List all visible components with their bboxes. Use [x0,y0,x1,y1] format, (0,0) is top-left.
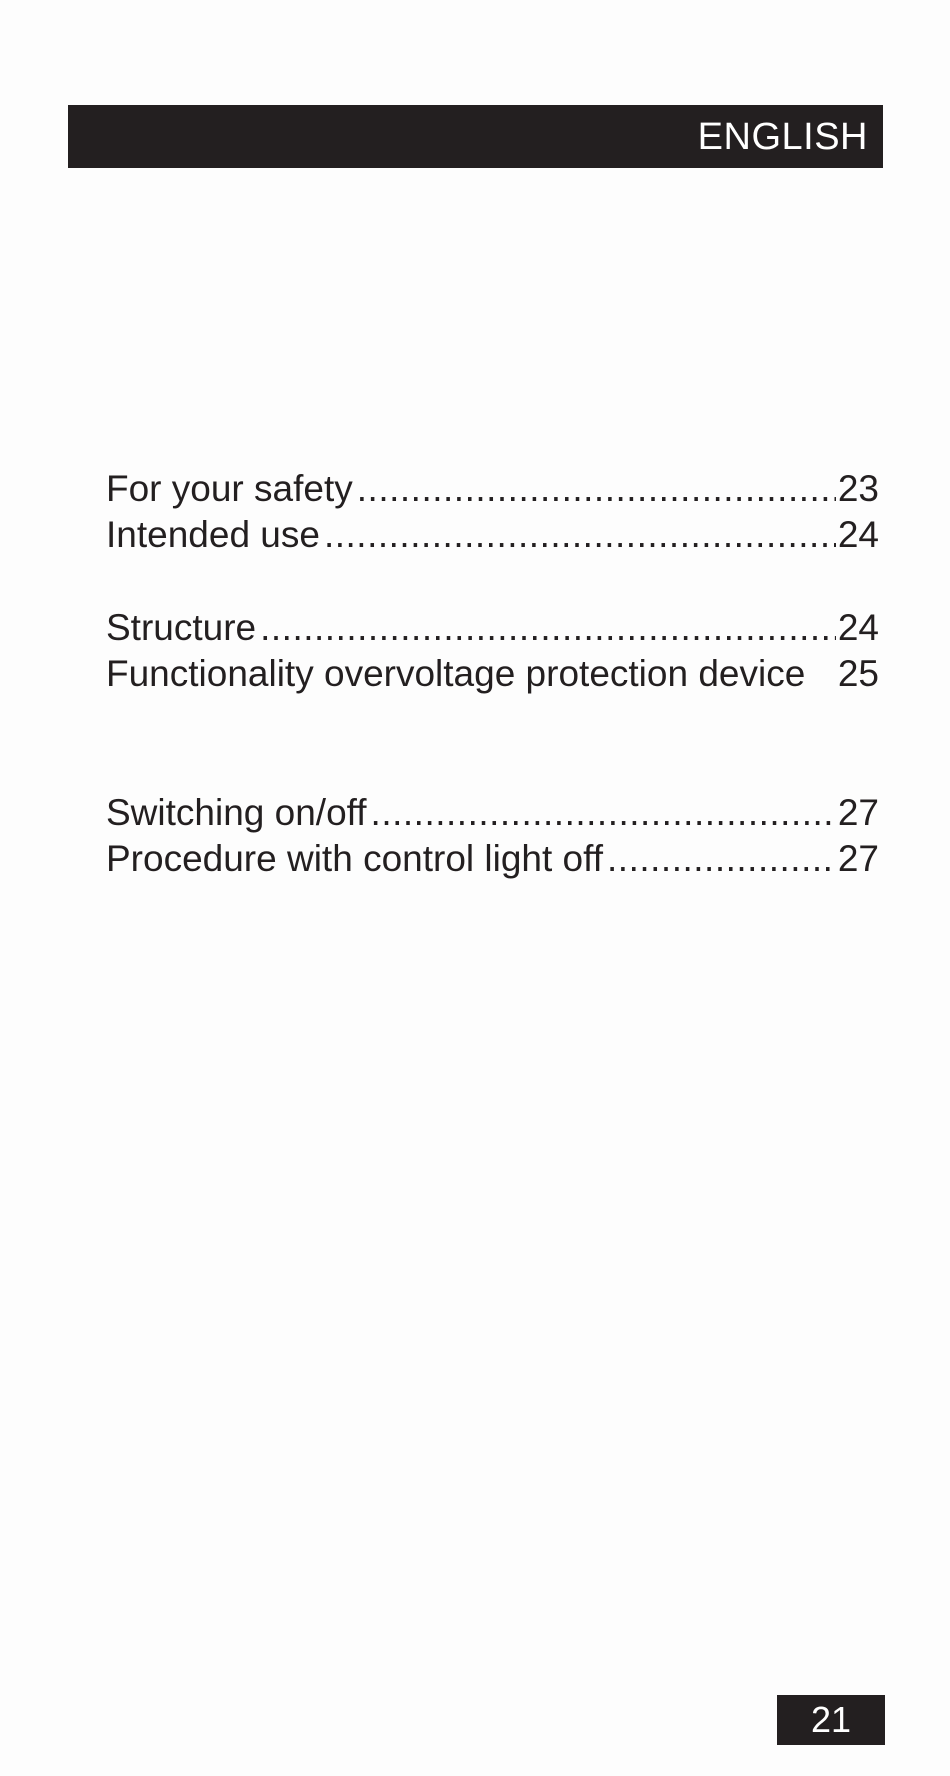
toc-group [106,605,879,697]
toc-entry-page: 24 [837,607,879,648]
toc-entry-page: 24 [837,514,879,555]
page-number-box [777,1695,885,1745]
toc-entry-title: Functionality overvoltage protection device [106,653,806,694]
toc-group [106,790,879,882]
toc-entry-page: 27 [837,838,879,879]
toc-dot-leader [371,790,836,836]
toc-dot-leader [260,605,836,651]
toc-entry-title: Procedure with control light off [106,838,604,879]
toc-entry-page: 25 [837,653,879,694]
toc-entry[interactable] [106,790,879,836]
toc-group [106,466,879,558]
toc-entry-title: Structure [106,607,257,648]
toc-entry[interactable] [106,466,879,512]
table-of-contents [106,466,879,882]
toc-entry[interactable] [106,651,879,697]
language-header-bar [68,105,883,168]
toc-entry-page: 27 [837,792,879,833]
toc-entry-page: 23 [837,468,879,509]
toc-entry[interactable] [106,512,879,558]
toc-entry[interactable] [106,836,879,882]
toc-entry[interactable] [106,605,879,651]
toc-dot-leader [324,512,836,558]
toc-entry-title: Intended use [106,514,320,555]
toc-dot-leader [357,466,836,512]
toc-entry-title: For your safety [106,468,353,509]
toc-entry-title: Switching on/off [106,792,367,833]
toc-dot-leader [607,836,836,882]
language-label: ENGLISH [697,115,868,158]
page-number: 21 [810,1699,852,1740]
